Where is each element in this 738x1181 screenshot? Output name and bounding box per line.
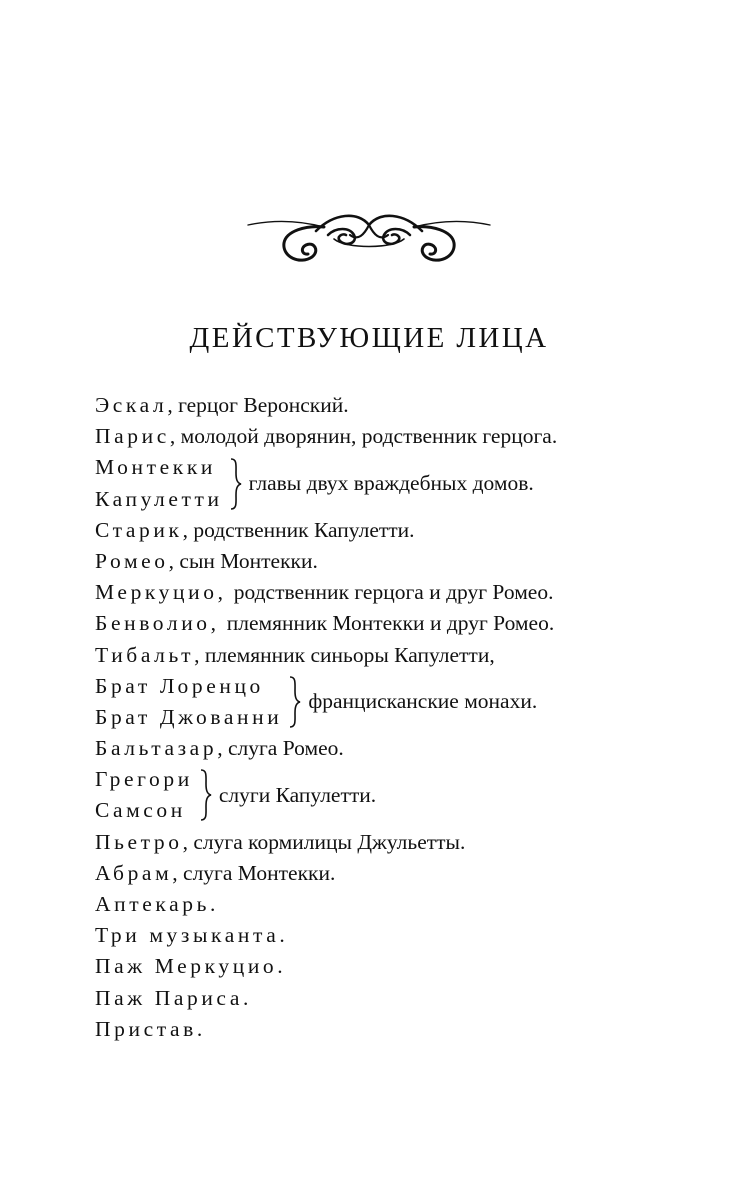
brace-icon <box>229 457 243 511</box>
character-name: Три музыканта. <box>95 923 289 948</box>
list-item <box>95 452 223 483</box>
list-item <box>95 858 695 889</box>
character-desc: , родственник герцога и друг Ромео. <box>217 580 554 605</box>
list-item <box>95 889 695 920</box>
character-desc: , герцог Веронский. <box>167 393 349 417</box>
brace-icon <box>199 768 213 822</box>
list-item <box>95 827 695 858</box>
list-item <box>95 983 695 1014</box>
character-name: Абрам <box>95 860 173 885</box>
character-name: Тибальт <box>95 642 195 667</box>
character-name: Бенволио <box>95 611 211 636</box>
list-item <box>95 1014 695 1045</box>
group-desc: главы двух враждебных домов. <box>248 470 534 495</box>
character-name: Парис <box>95 424 170 449</box>
character-name: Пьетро <box>95 829 183 854</box>
list-item <box>95 640 695 671</box>
list-group <box>95 452 695 514</box>
list-item <box>95 733 695 764</box>
group-desc: слуги Капулетти. <box>218 782 377 807</box>
character-desc: , молодой дворянин, родственник герцога. <box>169 424 558 449</box>
list-item <box>95 702 282 733</box>
flourish-ornament-icon <box>246 205 492 271</box>
character-name: Бальтазар <box>95 736 218 761</box>
character-name: Монтекки <box>95 455 216 480</box>
character-name: Старик <box>95 517 183 542</box>
list-group <box>95 764 695 826</box>
character-name: Паж Париса. <box>95 985 252 1010</box>
character-name: Меркуцио <box>95 580 218 605</box>
character-desc: , родственник Капулетти. <box>182 517 415 542</box>
list-item <box>95 390 695 421</box>
list-item <box>95 920 695 951</box>
page-title: ДЕЙСТВУЮЩИЕ ЛИЦА <box>189 322 549 354</box>
group-desc: францисканские монахи. <box>308 689 538 714</box>
character-name: Эскал <box>95 393 168 417</box>
list-item <box>95 608 695 639</box>
list-item <box>95 484 223 515</box>
character-desc: , слуга кормилицы Джульетты. <box>182 829 466 854</box>
list-item <box>95 795 193 826</box>
character-name: Брат Лоренцо <box>95 673 264 698</box>
character-name: Ромео <box>95 548 169 573</box>
character-name: Капулетти <box>95 486 223 511</box>
character-name: Самсон <box>95 798 186 823</box>
list-item <box>95 764 193 795</box>
character-name: Паж Меркуцио. <box>95 954 287 979</box>
brace-icon <box>288 675 302 729</box>
list-item <box>95 671 282 702</box>
character-name: Брат Джованни <box>95 704 283 729</box>
character-desc: , племянник синьоры Капулетти, <box>194 642 495 667</box>
cast-list <box>95 390 695 1045</box>
list-item <box>95 577 695 608</box>
list-item <box>95 951 695 982</box>
character-desc: , слуга Монтекки. <box>172 860 336 885</box>
list-item <box>95 421 695 452</box>
character-desc: , племянник Монтекки и друг Ромео. <box>210 611 555 636</box>
character-name: Грегори <box>95 767 193 792</box>
character-desc: , сын Монтекки. <box>168 548 318 573</box>
character-desc: , слуга Ромео. <box>217 736 344 761</box>
list-item <box>95 515 695 546</box>
list-item <box>95 546 695 577</box>
character-name: Пристав. <box>95 1016 206 1041</box>
list-group <box>95 671 695 733</box>
character-name: Аптекарь. <box>95 892 219 916</box>
